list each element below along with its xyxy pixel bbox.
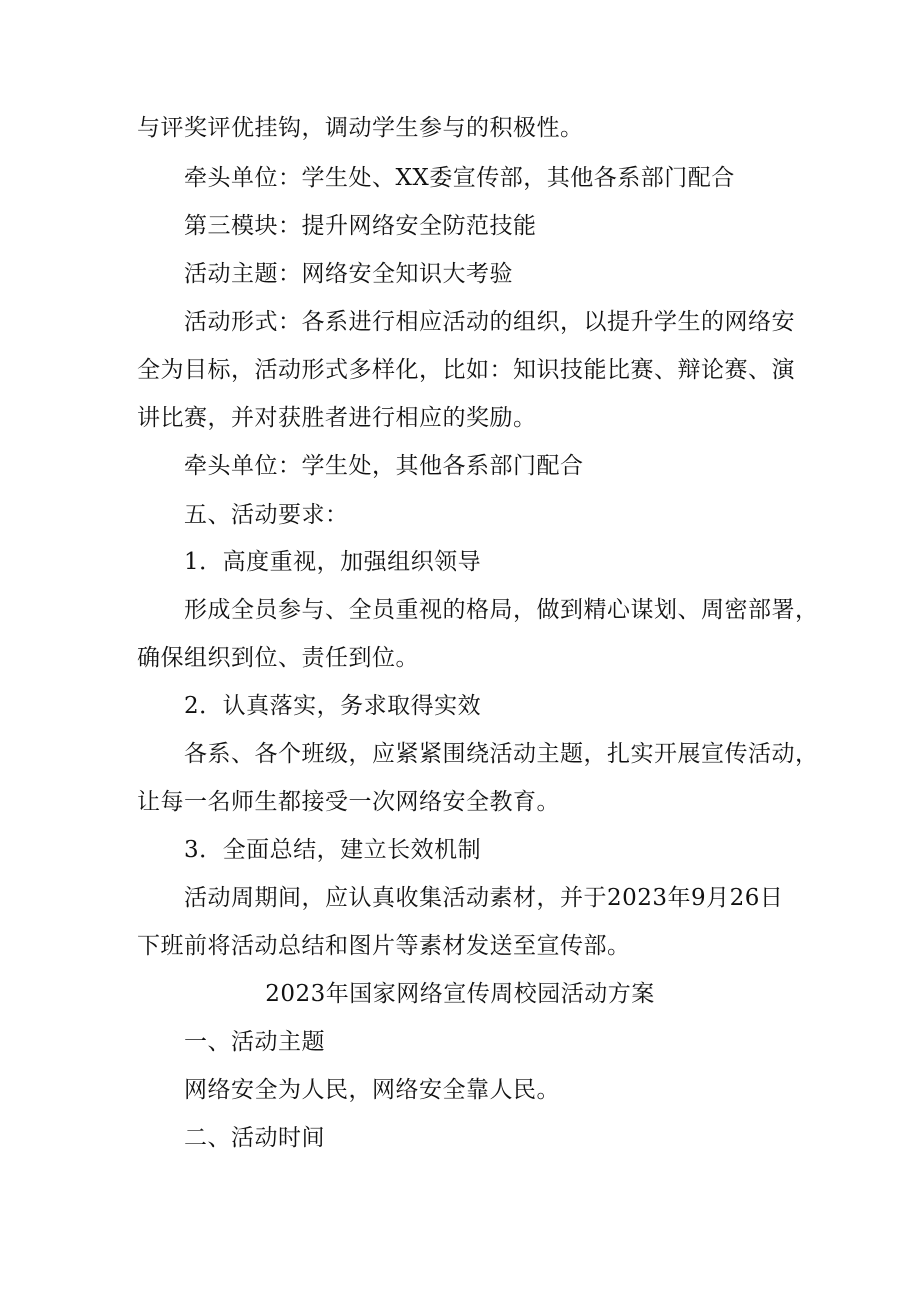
paragraph-line: 活动周期间，应认真收集活动素材，并于2023年9月26日	[184, 885, 784, 911]
paragraph-line: 讲比赛，并对获胜者进行相应的奖励。	[137, 405, 537, 431]
subsection-heading: 3．全面总结，建立长效机制	[184, 837, 482, 863]
paragraph-line: 网络安全为人民，网络安全靠人民。	[184, 1077, 560, 1103]
paragraph-line: 活动主题：网络安全知识大考验	[184, 261, 513, 287]
paragraph-line: 下班前将活动总结和图片等素材发送至宣传部。	[137, 933, 631, 959]
paragraph-line: 牵头单位：学生处、XX委宣传部，其他各系部门配合	[184, 165, 735, 191]
paragraph-line: 让每一名师生都接受一次网络安全教育。	[137, 789, 560, 815]
paragraph-line: 形成全员参与、全员重视的格局，做到精心谋划、周密部署，	[184, 597, 819, 623]
subsection-heading: 1．高度重视，加强组织领导	[184, 549, 482, 575]
section-heading: 二、活动时间	[184, 1125, 325, 1151]
section-heading: 第三模块：提升网络安全防范技能	[184, 213, 537, 239]
section-heading: 一、活动主题	[184, 1029, 325, 1055]
subsection-heading: 2．认真落实，务求取得实效	[184, 693, 482, 719]
paragraph-line: 与评奖评优挂钩，调动学生参与的积极性。	[137, 115, 584, 141]
paragraph-line: 牵头单位：学生处，其他各系部门配合	[184, 453, 584, 479]
paragraph-line: 各系、各个班级，应紧紧围绕活动主题，扎实开展宣传活动，	[184, 741, 819, 767]
paragraph-line: 活动形式：各系进行相应活动的组织，以提升学生的网络安	[184, 309, 795, 335]
paragraph-line: 确保组织到位、责任到位。	[137, 645, 419, 671]
document-title: 2023年国家网络宣传周校园活动方案	[265, 981, 655, 1007]
section-heading: 五、活动要求：	[184, 502, 349, 528]
paragraph-line: 全为目标，活动形式多样化，比如：知识技能比赛、辩论赛、演	[137, 357, 795, 383]
